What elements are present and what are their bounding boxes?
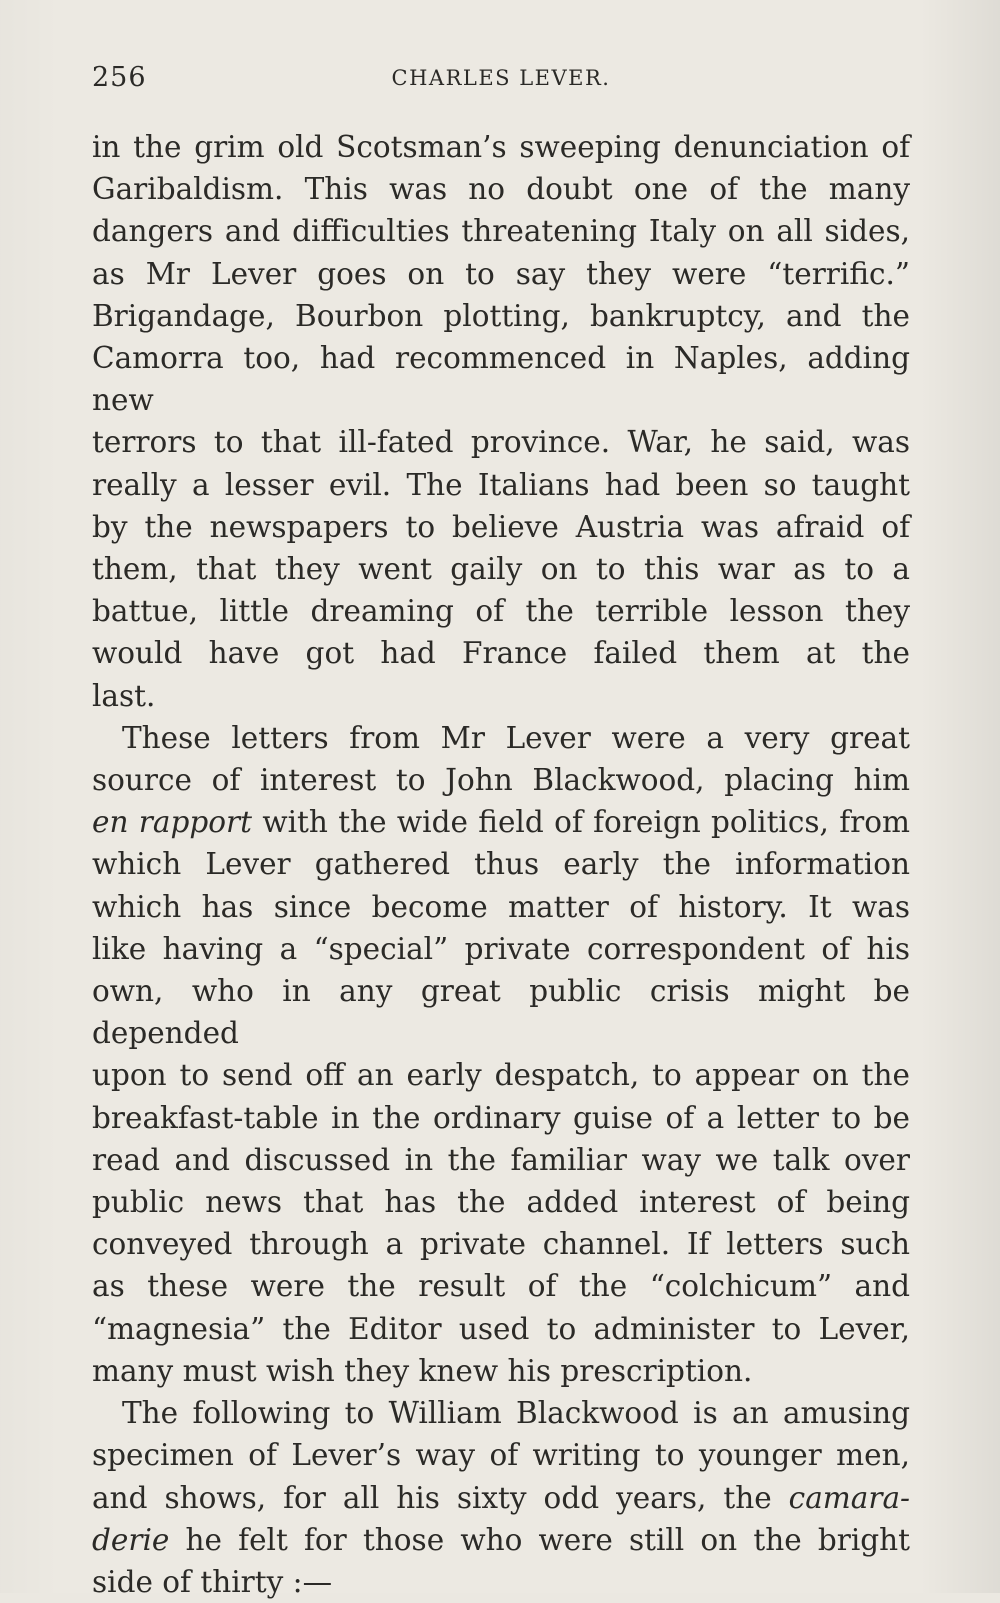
text-line: in the grim old Scotsman’s sweeping denunciation of — [92, 130, 910, 164]
text-line: terrors to that ill-fated province. War, he said, was — [92, 425, 910, 460]
text-line: many must wish they knew his prescription. — [92, 1353, 753, 1388]
text-line: specimen of Lever’s way of writing to younger men, — [92, 1438, 910, 1473]
text-line: battue, little dreaming of the terrible lesson they — [92, 594, 910, 629]
italic-phrase: en rapport — [92, 805, 252, 840]
text-line: last. — [92, 678, 156, 713]
text-line: which has since become matter of history. It was — [92, 889, 910, 924]
running-head — [92, 62, 910, 98]
text-line-with-italic — [92, 801, 910, 843]
text-run: and shows, for all his sixty odd years, the — [92, 1480, 789, 1515]
text-line: like having a “special” private correspondent of his — [92, 931, 910, 966]
text-line: The following to William Blackwood is an amusing — [122, 1396, 910, 1431]
paragraph-3 — [92, 1392, 910, 1603]
text-line: side of thirty :— — [92, 1564, 333, 1599]
text-line: them, that they went gaily on to this war as to a — [92, 552, 910, 587]
text-line: Brigandage, Bourbon plotting, bankruptcy, and the — [92, 298, 910, 333]
page-number: 256 — [92, 62, 147, 93]
text-line: which Lever gathered thus early the information — [92, 847, 910, 882]
text-line: would have got had France failed them at the — [92, 636, 910, 671]
text-line: Camorra too, had recommenced in Naples, adding new — [92, 341, 910, 418]
text-line: as these were the result of the “colchicum” and — [92, 1269, 910, 1304]
text-run: with the wide field of foreign politics, from — [252, 805, 911, 840]
text-line-with-italic — [92, 1519, 910, 1561]
text-line: public news that has the added interest of being — [92, 1185, 910, 1220]
body-text — [92, 126, 910, 1603]
paragraph-2 — [92, 717, 910, 1392]
text-line: “magnesia” the Editor used to administer to Lever, — [92, 1311, 910, 1346]
text-line: really a lesser evil. The Italians had been so taught — [92, 467, 910, 502]
italic-phrase: derie — [92, 1522, 170, 1557]
text-line: read and discussed in the familiar way we talk over — [92, 1142, 910, 1177]
text-line: as Mr Lever goes on to say they were “terrific.” — [92, 256, 910, 291]
running-title: CHARLES LEVER. — [391, 66, 611, 90]
text-line: by the newspapers to believe Austria was afraid of — [92, 509, 910, 544]
text-line-with-italic — [92, 1477, 910, 1519]
text-line: source of interest to John Blackwood, placing him — [92, 763, 910, 798]
italic-phrase: camara- — [788, 1480, 910, 1515]
text-run: he felt for those who were still on the bright — [169, 1522, 910, 1557]
paragraph-1 — [92, 126, 910, 717]
text-line: conveyed through a private channel. If letters such — [92, 1227, 910, 1262]
text-line: dangers and difficulties threatening Italy on all sides, — [92, 214, 910, 249]
text-line: Garibaldism. This was no doubt one of the many — [92, 172, 910, 207]
text-line: These letters from Mr Lever were a very great — [122, 720, 910, 755]
text-line: own, who in any great public crisis might be depended — [92, 974, 910, 1051]
text-line: upon to send off an early despatch, to appear on the — [92, 1058, 910, 1093]
text-line: breakfast-table in the ordinary guise of a letter to be — [92, 1100, 910, 1135]
